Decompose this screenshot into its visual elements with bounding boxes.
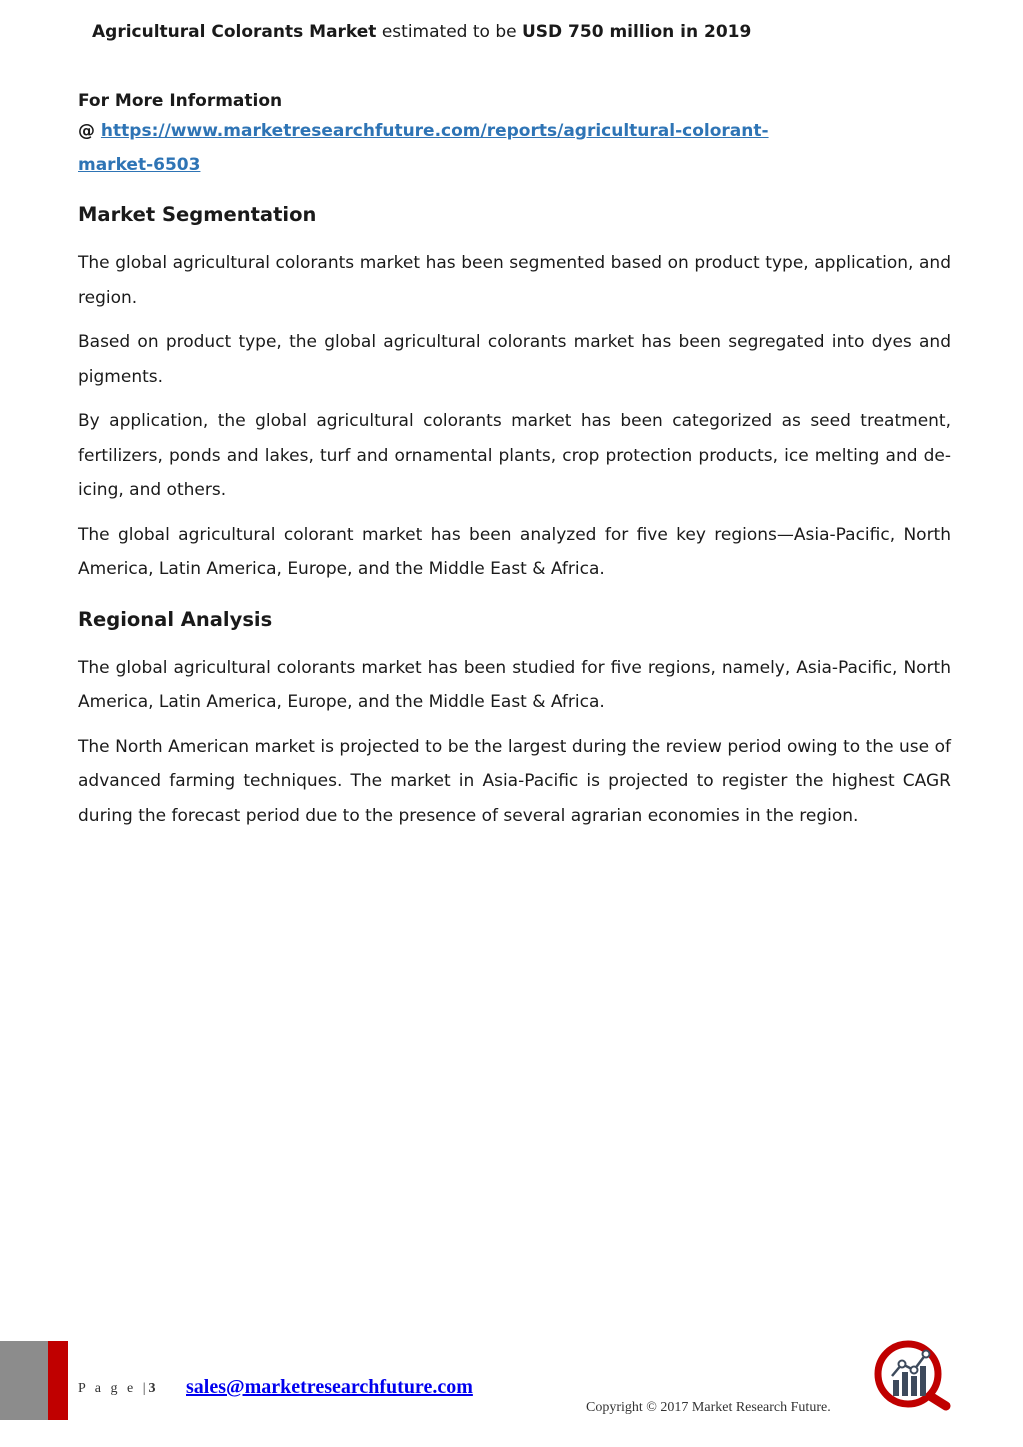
page-number: 3 (148, 1381, 156, 1396)
paragraph: The global agricultural colorants market has been segmented based on product type, application, and region. (78, 253, 951, 308)
paragraph: Based on product type, the global agricultural colorants market has been segregated into dyes and pigments. (78, 332, 951, 387)
page-prefix: P a g e | (78, 1381, 149, 1396)
report-link-line (78, 114, 951, 182)
report-link[interactable]: https://www.marketresearchfuture.com/reports/agricultural-colorant- market-6503 (78, 121, 769, 175)
header-middle: estimated to be (376, 22, 522, 42)
paragraph: The global agricultural colorants market has been studied for five regions, namely, Asia-Pacific, North America, Latin America, Europe, and the Middle East & Africa. (78, 657, 951, 712)
paragraph: By application, the global agricultural colorants market has been categorized as seed treatment, fertilizers, ponds and lakes, turf and ornamental plants, crop protection products, ice melting and de-icing, and others. (78, 411, 951, 500)
more-info-label: For More Information (78, 91, 283, 111)
header-title: Agricultural Colorants Market (92, 22, 377, 42)
footer-red-bar (48, 1341, 68, 1420)
footer-gray-bar (0, 1341, 48, 1420)
link-prefix: @ (78, 121, 101, 141)
header-value: USD 750 million in 2019 (521, 22, 752, 42)
page-number-label (78, 1381, 156, 1397)
section-heading-segmentation: Market Segmentation (78, 203, 317, 226)
paragraph: The North American market is projected to be the largest during the review period owing to the use of advanced farming techniques. The market in Asia-Pacific is projected to register the highest CAGR during the forecast period due to the presence of several agrarian economies in the region. (78, 736, 951, 826)
section-heading-regional: Regional Analysis (78, 607, 273, 631)
market-research-future-logo-icon (872, 1340, 954, 1412)
copyright-text: Copyright © 2017 Market Research Future. (586, 1400, 831, 1415)
document-header (92, 22, 751, 42)
sales-email-link[interactable]: sales@marketresearchfuture.com (186, 1376, 473, 1398)
main-content (78, 88, 951, 843)
paragraph: The global agricultural colorant market has been analyzed for five key regions—Asia-Pacific, North America, Latin America, Europe, and the Middle East & Africa. (78, 524, 951, 579)
